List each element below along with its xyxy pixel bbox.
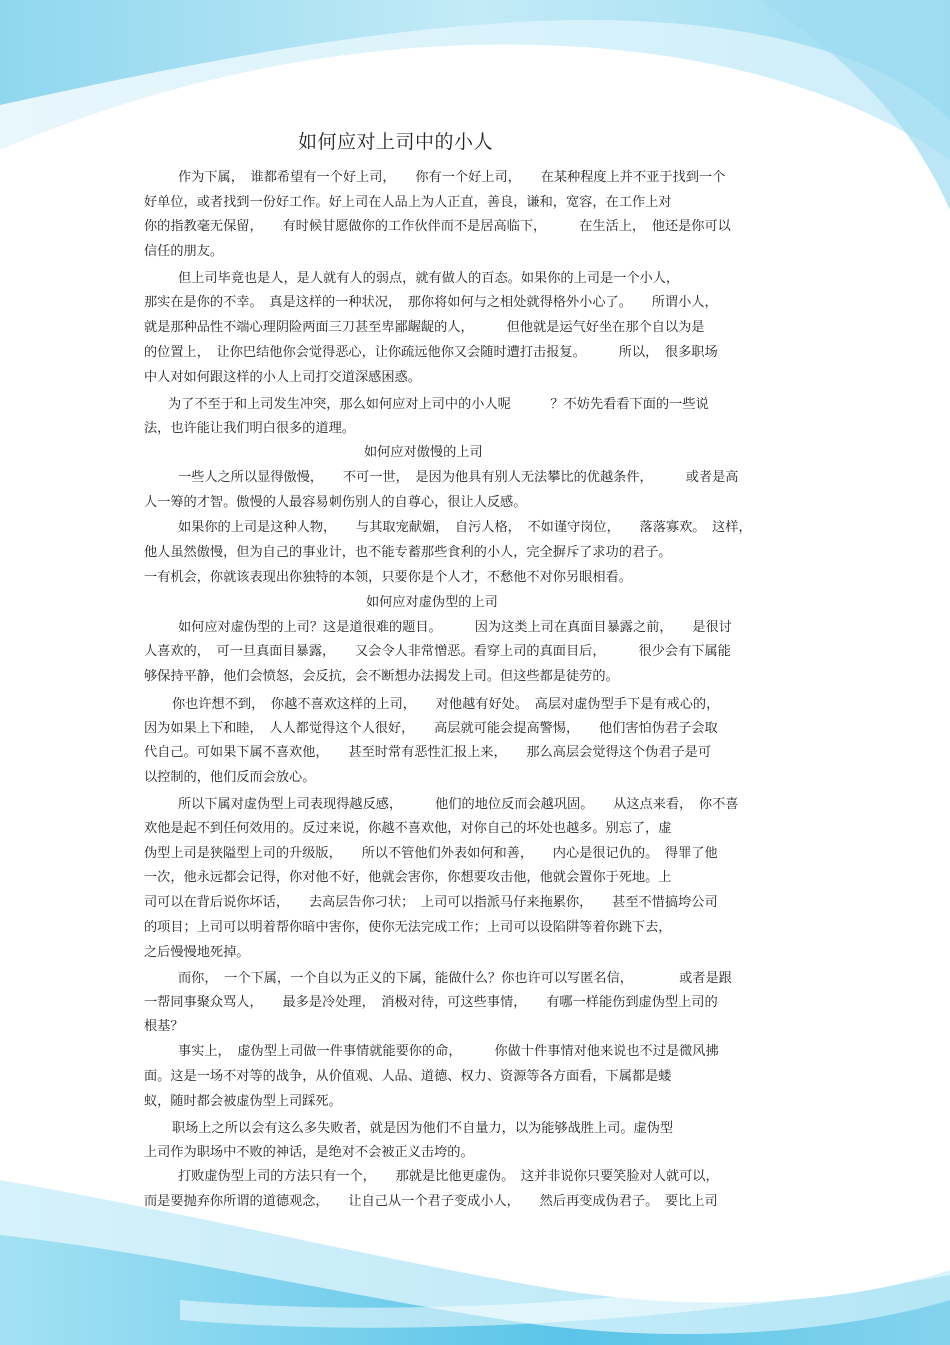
paragraph-line: 事实上， 虚伪型上司做一件事情就能要你的命， 你做十件事情对他来说也不过是微风拂: [178, 1044, 719, 1059]
paragraph-line: 根基？: [144, 1019, 184, 1034]
paragraph-line: 为了不至于和上司发生冲突，那么如何应对上司中的小人呢 ？不妨先看看下面的一些说: [168, 397, 709, 412]
paragraph-line: 的位置上， 让你巴结他你会觉得恶心，让你疏远他你又会随时遭打击报复。 所以， 很多职场: [144, 345, 718, 360]
paragraph-line: 他人虽然傲慢，但为自己的事业计，也不能专蓄那些食利的小人，完全摒斥了求功的君子。: [144, 545, 672, 560]
paragraph-line: 作为下属， 谁都希望有一个好上司， 你有一个好上司， 在某种程度上并不亚于找到一个: [178, 170, 726, 185]
paragraph-line: 所以下属对虚伪型上司表现得越反感， 他们的地位反而会越巩固。 从这点来看， 你不喜: [178, 797, 739, 812]
paragraph-line: 职场上之所以会有这么多失败者，就是因为他们不自量力，以为能够战胜上司。虚伪型: [172, 1121, 674, 1136]
paragraph-line: 一些人之所以显得傲慢， 不可一世， 是因为他具有别人无法攀比的优越条件， 或者是高: [178, 470, 739, 485]
paragraph-line: 面。这是一场不对等的战争，从价值观、人品、道德、权力、资源等各方面看，下属都是蝼: [144, 1069, 672, 1084]
paragraph-line: 一帮同事聚众骂人， 最多是冷处理， 消极对待，可这些事情， 有哪一样能伤到虚伪型上司的: [144, 995, 718, 1010]
paragraph-line: 而是要抛弃你所谓的道德观念， 让自己从一个君子变成小人， 然后再变成伪君子。 要比上司: [144, 1194, 718, 1209]
paragraph-line: 伪型上司是狭隘型上司的升级版， 所以不管他们外表如何和善， 内心是很记仇的。 得罪了他: [144, 846, 718, 861]
paragraph-line: 够保持平静，他们会愤怒，会反抗，会不断想办法揭发上司。但这些都是徒劳的。: [144, 669, 619, 684]
paragraph-line: 一次，他永远都会记得，你对他不好，他就会害你，你想要攻击他，他就会置你于死地。上: [144, 870, 672, 885]
document-title: 如何应对上司中的小人: [298, 131, 494, 153]
paragraph-line: 人一筹的才智。傲慢的人最容易刺伤别人的自尊心，很让人反感。: [144, 495, 527, 510]
paragraph-line: 代自己。可如果下属不喜欢他， 甚至时常有恶性汇报上来， 那么高层会觉得这个伪君子是可: [144, 745, 712, 760]
paragraph-line: 以控制的，他们反而会放心。: [144, 770, 316, 785]
paragraph-line: 法，也许能让我们明白很多的道理。: [144, 421, 355, 436]
paragraph-line: 上司作为职场中不败的神话，是绝对不会被正义击垮的。: [144, 1145, 474, 1160]
paragraph-line: 司可以在背后说你坏话， 去高层告你刁状； 上司可以指派马仔来拖累你， 甚至不惜搞垮公司: [144, 895, 718, 910]
paragraph-line: 蚁，随时都会被虚伪型上司踩死。: [144, 1094, 342, 1109]
paragraph-line: 而你， 一个下属，一个自以为正义的下属，能做什么？你也许可以写匿名信， 或者是跟: [178, 971, 732, 986]
paragraph-line: 一有机会，你就该表现出你独特的本领，只要你是个人才，不愁他不对你另眼相看。: [144, 570, 632, 585]
paragraph-line: 那实在是你的不幸。 真是这样的一种状况， 那你将如何与之相处就得格外小心了。 所谓小人，: [144, 295, 718, 310]
paragraph-line: 你也许想不到， 你越不喜欢这样的上司， 对他越有好处。 高层对虚伪型手下是有戒心的，: [172, 697, 720, 712]
paragraph-line: 因为如果上下和睦， 人人都觉得这个人很好， 高层就可能会提高警惕， 他们害怕伪君子会取: [144, 721, 718, 736]
paragraph-line: 之后慢慢地死掉。: [144, 945, 250, 960]
paragraph-line: 好单位，或者找到一份好工作。好上司在人品上为人正直，善良，谦和，宽容，在工作上对: [144, 195, 672, 210]
paragraph-line: 你的指教毫无保留， 有时候甘愿做你的工作伙伴而不是居高临下， 在生活上， 他还是你可以: [144, 219, 731, 234]
paragraph-line: 信任的朋友。: [144, 244, 224, 259]
subheading-arrogant: 如何应对傲慢的上司: [364, 445, 483, 460]
paragraph-line: 中人对如何跟这样的小人上司打交道深感困惑。: [144, 370, 421, 385]
paragraph-line: 但上司毕竟也是人，是人就有人的弱点，就有做人的百态。如果你的上司是一个小人，: [178, 271, 680, 286]
paragraph-line: 如果你的上司是这种人物， 与其取宠献媚， 自污人格， 不如谨守岗位， 落落寡欢。 这样，: [178, 520, 752, 535]
paragraph-line: 欢他是起不到任何效用的。反过来说，你越不喜欢他，对你自己的坏处也越多。别忘了，虚: [144, 821, 672, 836]
paragraph-line: 的项目；上司可以明着帮你暗中害你，使你无法完成工作；上司可以设陷阱等着你跳下去，: [144, 920, 672, 935]
paragraph-line: 就是那种品性不端心理阴险两面三刀甚至卑鄙龌龊的人， 但他就是运气好坐在那个自以为是: [144, 320, 705, 335]
paragraph-line: 打败虚伪型上司的方法只有一个， 那就是比他更虚伪。 这并非说你只要笑脸对人就可以，: [178, 1169, 719, 1184]
paragraph-line: 如何应对虚伪型的上司？这是道很难的题目。 因为这类上司在真面目暴露之前， 是很讨: [178, 620, 732, 635]
subheading-hypocrite: 如何应对虚伪型的上司: [366, 595, 498, 610]
paragraph-line: 人喜欢的， 可一旦真面目暴露， 又会令人非常憎恶。看穿上司的真面目后， 很少会有下属能: [144, 644, 731, 659]
